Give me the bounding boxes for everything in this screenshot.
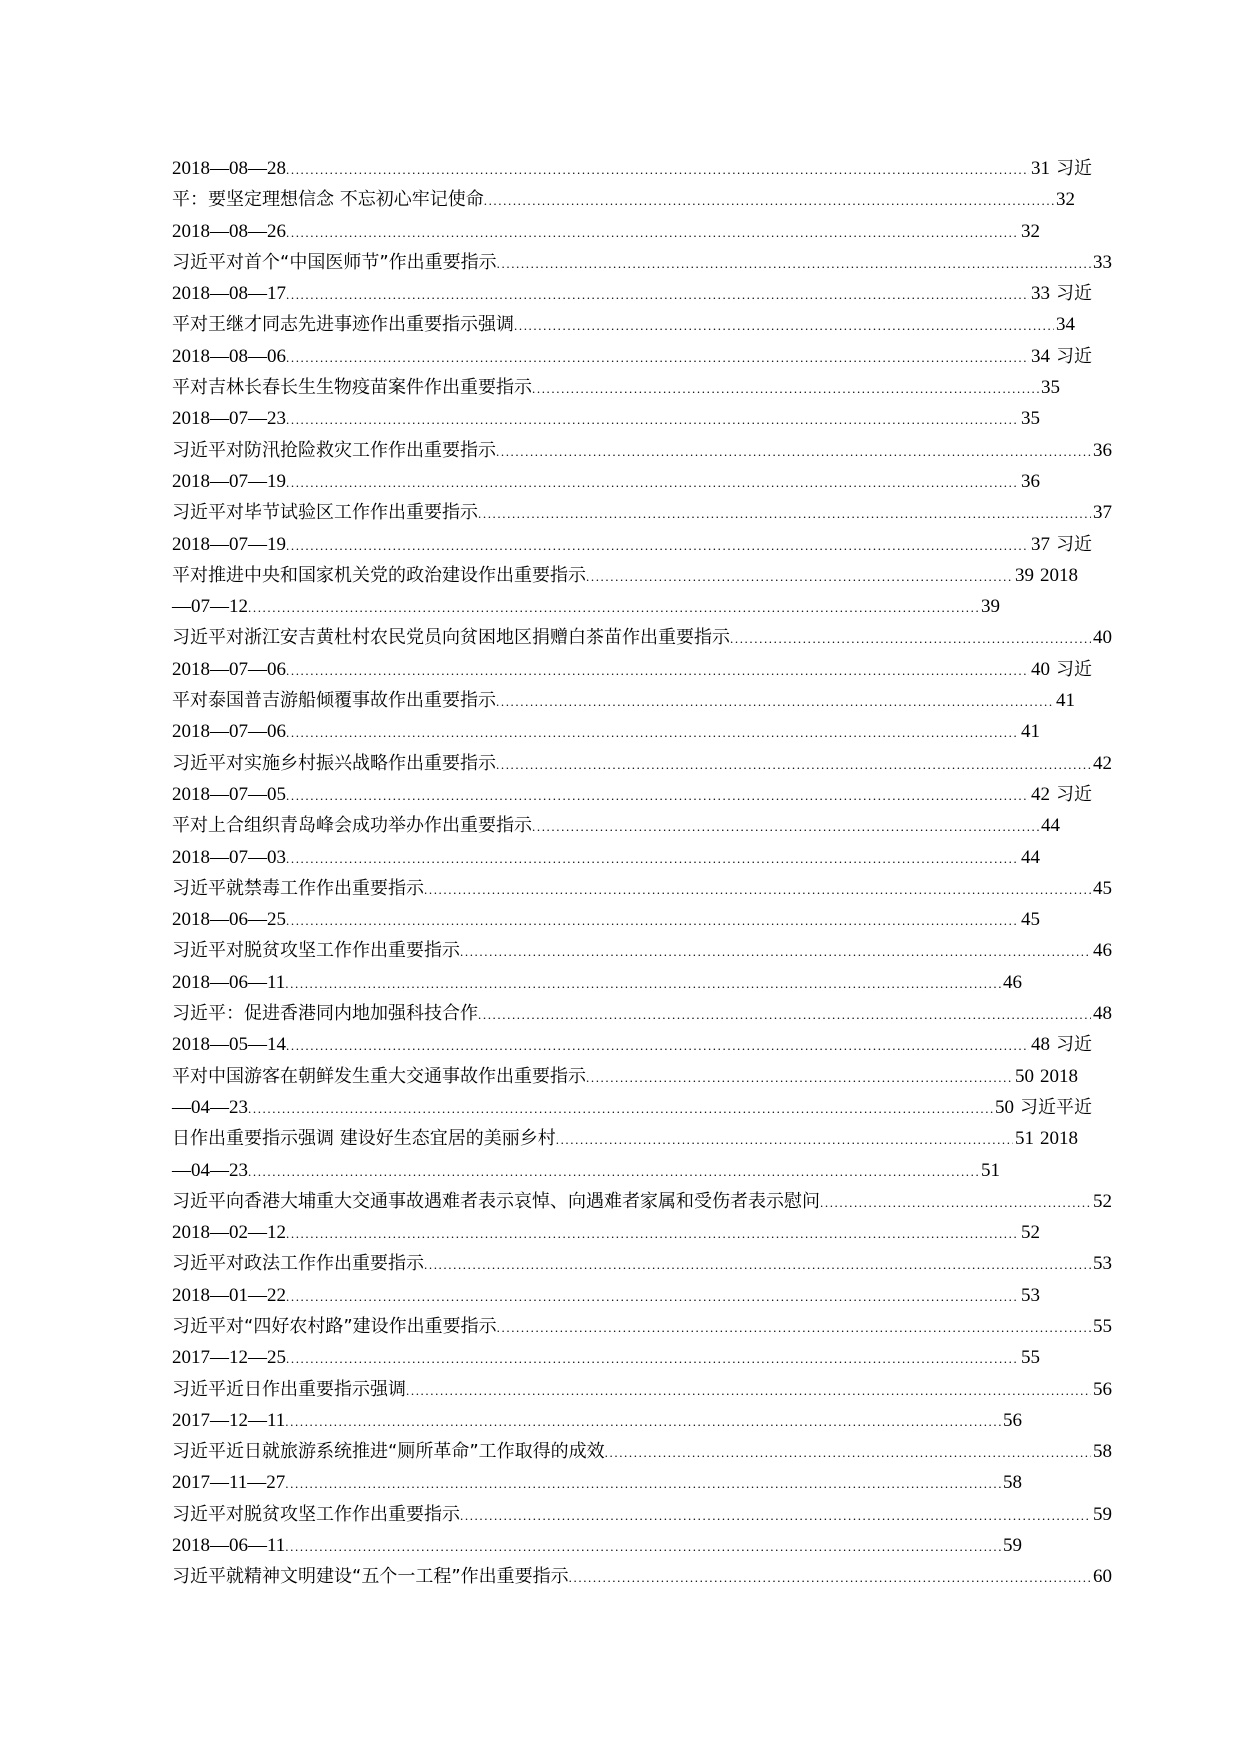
toc-entry[interactable] <box>172 309 1075 340</box>
page-number: 59 <box>1003 1535 1022 1557</box>
toc-entry-tail <box>1029 1029 1092 1060</box>
dot-leader <box>286 467 1019 498</box>
toc-entry-title: 2018—02—12 <box>172 1222 286 1244</box>
dot-leader <box>605 1437 1091 1468</box>
page-number: 52 <box>1021 1222 1040 1244</box>
toc-entry-title: 2018—08—26 <box>172 220 286 242</box>
toc-entry-tail <box>1019 1342 1040 1373</box>
page-number: 56 <box>1003 1409 1022 1431</box>
toc-entry-title: 习近平就禁毒工作作出重要指示 <box>172 877 424 899</box>
toc-entry[interactable] <box>172 779 1092 810</box>
dot-leader <box>285 1468 1001 1499</box>
dot-leader <box>586 1062 1013 1093</box>
page-number: 41 <box>1056 690 1075 712</box>
toc-entry-title: 2018—07—05 <box>172 783 286 805</box>
toc-entry-tail <box>1001 1530 1022 1561</box>
toc-entry[interactable] <box>172 1280 1040 1311</box>
dot-leader <box>460 936 1091 967</box>
toc-entry-tail <box>1019 842 1040 873</box>
toc-entry[interactable] <box>172 435 1112 466</box>
wrapped-text: 习近平近 <box>1020 1096 1092 1118</box>
toc-entry-tail <box>1091 1561 1112 1592</box>
toc-entry-tail <box>1039 372 1060 403</box>
page-number: 45 <box>1093 877 1112 899</box>
toc-entry-tail <box>1019 403 1040 434</box>
dot-leader <box>478 498 1091 529</box>
toc-entry-title: 2018—08—17 <box>172 283 286 305</box>
dot-leader <box>497 248 1091 279</box>
page-number: 35 <box>1021 408 1040 430</box>
toc-entry[interactable] <box>172 716 1040 747</box>
page-number: 32 <box>1056 189 1075 211</box>
page-number: 53 <box>1093 1253 1112 1275</box>
dot-leader <box>286 342 1029 373</box>
dot-leader <box>586 561 1013 592</box>
page-number: 44 <box>1021 846 1040 868</box>
toc-entry-title: 习近平对防汛抢险救灾工作作出重要指示 <box>172 439 496 461</box>
toc-entry-tail <box>1091 1311 1112 1342</box>
page-number: 56 <box>1093 1378 1112 1400</box>
dot-leader <box>497 1312 1091 1343</box>
page-number: 32 <box>1021 220 1040 242</box>
toc-entry-tail <box>1091 435 1112 466</box>
dot-leader <box>569 1562 1091 1593</box>
toc-entry[interactable] <box>172 1530 1022 1561</box>
toc-entry-tail <box>1091 247 1112 278</box>
page-number: 51 <box>1015 1128 1034 1150</box>
toc-entry[interactable] <box>172 842 1040 873</box>
page-number: 50 <box>995 1096 1014 1118</box>
page-number: 33 <box>1031 283 1050 305</box>
toc-entry-tail <box>1054 309 1075 340</box>
page-number: 40 <box>1031 658 1050 680</box>
dot-leader <box>460 1500 1091 1531</box>
toc-entry[interactable] <box>172 153 1092 184</box>
toc-entry-title: 习近平对实施乡村振兴战略作出重要指示 <box>172 752 496 774</box>
dot-leader <box>478 999 1091 1030</box>
page-number: 40 <box>1093 627 1112 649</box>
toc-entry-title: 2018—05—14 <box>172 1034 286 1056</box>
toc-entry[interactable] <box>172 1499 1112 1530</box>
toc-entry[interactable] <box>172 654 1092 685</box>
toc-entry-title: 习近平向香港大埔重大交通事故遇难者表示哀悼、向遇难者家属和受伤者表示慰问 <box>172 1190 820 1212</box>
toc-entry-tail <box>1091 998 1112 1029</box>
toc-entry-title: —07—12 <box>172 596 248 618</box>
toc-entry-title: 习近平对政法工作作出重要指示 <box>172 1253 424 1275</box>
toc-entry-tail <box>1029 529 1092 560</box>
page-number: 60 <box>1093 1566 1112 1588</box>
toc-entry[interactable] <box>172 1155 1000 1186</box>
page-number: 53 <box>1021 1284 1040 1306</box>
toc-entry-title: 2018—06—25 <box>172 909 286 931</box>
toc-entry-title: 日作出重要指示强调 建设好生态宜居的美丽乡村 <box>172 1128 556 1150</box>
toc-entry-tail <box>1054 184 1075 215</box>
toc-entry-title: 习近平近日就旅游系统推进“厕所革命”工作取得的成效 <box>172 1441 605 1463</box>
wrapped-text: 习近 <box>1056 783 1092 805</box>
dot-leader <box>496 686 1054 717</box>
dot-leader <box>424 1249 1091 1280</box>
page-number: 34 <box>1031 345 1050 367</box>
toc-entry-tail <box>1054 685 1075 716</box>
page-number: 48 <box>1093 1003 1112 1025</box>
toc-entry[interactable] <box>172 466 1040 497</box>
toc-entry[interactable] <box>172 216 1040 247</box>
toc-entry-title: 2018—07—19 <box>172 533 286 555</box>
page-number: 58 <box>1003 1472 1022 1494</box>
toc-entry[interactable] <box>172 591 1000 622</box>
page-number: 52 <box>1093 1190 1112 1212</box>
dot-leader <box>286 530 1029 561</box>
page-number: 42 <box>1031 783 1050 805</box>
page-number: 37 <box>1031 533 1050 555</box>
toc-entry-title: 习近平就精神文明建设“五个一工程”作出重要指示 <box>172 1566 569 1588</box>
toc-entry[interactable] <box>172 685 1075 716</box>
dot-leader <box>556 1124 1013 1155</box>
toc-entry-tail <box>1091 1248 1112 1279</box>
toc-entry[interactable] <box>172 1029 1092 1060</box>
dot-leader <box>286 717 1019 748</box>
toc-entry-tail <box>993 1092 1092 1123</box>
wrapped-text: 习近 <box>1056 283 1092 305</box>
dot-leader <box>406 1375 1091 1406</box>
toc-entry[interactable] <box>172 810 1060 841</box>
dot-leader <box>286 1343 1019 1374</box>
toc-entry-tail <box>1019 466 1040 497</box>
toc-entry-title: 习近平近日作出重要指示强调 <box>172 1378 406 1400</box>
toc-entry-title: 平对吉林长春长生生物疫苗案件作出重要指示 <box>172 377 532 399</box>
toc-entry-title: 平对上合组织青岛峰会成功举办作出重要指示 <box>172 815 532 837</box>
page-number: 42 <box>1093 752 1112 774</box>
wrapped-text: 2018 <box>1040 1065 1078 1087</box>
toc-entry-title: 2018—07—06 <box>172 721 286 743</box>
toc-entry[interactable] <box>172 278 1092 309</box>
toc-entry[interactable] <box>172 403 1040 434</box>
toc-entry-title: 平对泰国普吉游船倾覆事故作出重要指示 <box>172 690 496 712</box>
dot-leader <box>248 592 979 623</box>
toc-entry[interactable] <box>172 1092 1092 1123</box>
toc-entry-tail <box>1019 1280 1040 1311</box>
toc-entry-tail <box>1029 779 1092 810</box>
toc-entry-tail <box>1001 1467 1022 1498</box>
toc-entry-title: 2018—06—11 <box>172 971 286 993</box>
toc-entry[interactable] <box>172 560 1078 591</box>
toc-entry[interactable] <box>172 1436 1112 1467</box>
toc-entry[interactable] <box>172 1217 1040 1248</box>
toc-entry-tail <box>1019 716 1040 747</box>
toc-entry-tail <box>1091 1186 1112 1217</box>
toc-entry[interactable] <box>172 497 1112 528</box>
toc-entry[interactable] <box>172 935 1112 966</box>
toc-entry[interactable] <box>172 1374 1112 1405</box>
toc-entry-tail <box>1029 341 1092 372</box>
dot-leader <box>248 1093 993 1124</box>
toc-entry[interactable] <box>172 1248 1112 1279</box>
dot-leader <box>730 623 1091 654</box>
page-number: 46 <box>1093 940 1112 962</box>
toc-entry-title: 2018—07—06 <box>172 658 286 680</box>
dot-leader <box>285 968 1001 999</box>
dot-leader <box>496 749 1091 780</box>
toc-entry-title: 平对中国游客在朝鲜发生重大交通事故作出重要指示 <box>172 1065 586 1087</box>
toc-entry-title: 2017—12—11 <box>172 1409 286 1431</box>
dot-leader <box>286 217 1019 248</box>
page-number: 39 <box>1015 564 1034 586</box>
toc-entry-tail <box>1091 1374 1112 1405</box>
page-number: 39 <box>981 596 1000 618</box>
dot-leader <box>286 1218 1019 1249</box>
page-number: 55 <box>1021 1347 1040 1369</box>
table-of-contents <box>172 153 1112 1593</box>
dot-leader <box>286 404 1019 435</box>
wrapped-text: 2018 <box>1040 1128 1078 1150</box>
toc-entry[interactable] <box>172 967 1022 998</box>
toc-entry[interactable] <box>172 1186 1112 1217</box>
page-number: 41 <box>1021 721 1040 743</box>
toc-entry-title: —04—23 <box>172 1159 248 1181</box>
toc-entry[interactable] <box>172 873 1112 904</box>
toc-entry-tail <box>1001 967 1022 998</box>
toc-entry-tail <box>1029 153 1092 184</box>
toc-entry[interactable] <box>172 372 1060 403</box>
dot-leader <box>286 780 1029 811</box>
toc-entry-title: 2018—08—06 <box>172 345 286 367</box>
toc-entry-title: 平：要坚定理想信念 不忘初心牢记使命 <box>172 189 484 211</box>
toc-entry-title: 2018—07—19 <box>172 470 286 492</box>
toc-entry[interactable] <box>172 1561 1112 1592</box>
toc-entry-tail <box>1091 1499 1112 1530</box>
toc-entry-title: 习近平：促进香港同内地加强科技合作 <box>172 1003 478 1025</box>
wrapped-text: 习近 <box>1056 1034 1092 1056</box>
dot-leader <box>514 310 1054 341</box>
toc-entry-title: 2018—07—03 <box>172 846 286 868</box>
toc-entry-tail <box>1029 278 1092 309</box>
toc-entry-tail <box>1039 810 1060 841</box>
dot-leader <box>286 843 1019 874</box>
toc-entry-title: 2018—01—22 <box>172 1284 286 1306</box>
toc-entry[interactable] <box>172 1311 1112 1342</box>
page-number: 48 <box>1031 1034 1050 1056</box>
toc-entry-tail <box>979 591 1000 622</box>
toc-entry[interactable] <box>172 998 1112 1029</box>
dot-leader <box>532 811 1039 842</box>
dot-leader <box>286 1030 1029 1061</box>
toc-entry-tail <box>1019 904 1040 935</box>
dot-leader <box>285 1406 1001 1437</box>
dot-leader <box>286 905 1019 936</box>
wrapped-text: 2018 <box>1040 564 1078 586</box>
dot-leader <box>484 185 1054 216</box>
toc-entry-tail <box>1091 748 1112 779</box>
toc-entry-tail <box>1001 1405 1022 1436</box>
dot-leader <box>496 436 1091 467</box>
page-number: 34 <box>1056 314 1075 336</box>
dot-leader <box>286 154 1029 185</box>
toc-entry-title: 2018—08—28 <box>172 158 286 179</box>
toc-entry-title: 习近平对脱贫攻坚工作作出重要指示 <box>172 940 460 962</box>
toc-entry[interactable] <box>172 1405 1022 1436</box>
page-number: 46 <box>1003 971 1022 993</box>
toc-entry[interactable] <box>172 1061 1078 1092</box>
page-number: 31 <box>1031 158 1050 179</box>
toc-entry-title: 平对王继才同志先进事迹作出重要指示强调 <box>172 314 514 336</box>
toc-entry[interactable] <box>172 622 1112 653</box>
page-number: 35 <box>1041 377 1060 399</box>
toc-entry-title: —04—23 <box>172 1096 248 1118</box>
page-number: 36 <box>1021 470 1040 492</box>
toc-entry-tail <box>1013 560 1078 591</box>
toc-entry-tail <box>1091 497 1112 528</box>
dot-leader <box>248 1156 979 1187</box>
dot-leader <box>532 373 1039 404</box>
toc-entry-tail <box>1091 935 1112 966</box>
toc-entry-tail <box>979 1155 1000 1186</box>
toc-entry-title: 习近平对脱贫攻坚工作作出重要指示 <box>172 1503 460 1525</box>
page-number: 51 <box>981 1159 1000 1181</box>
page-number: 33 <box>1093 251 1112 273</box>
toc-entry-title: 习近平对浙江安吉黄杜村农民党员向贫困地区捐赠白茶苗作出重要指示 <box>172 627 730 649</box>
toc-entry-tail <box>1013 1123 1078 1154</box>
toc-entry[interactable] <box>172 904 1040 935</box>
toc-entry-tail <box>1091 622 1112 653</box>
dot-leader <box>285 1531 1001 1562</box>
toc-entry-title: 习近平对首个“中国医师节”作出重要指示 <box>172 251 497 273</box>
toc-entry-tail <box>1091 873 1112 904</box>
toc-entry[interactable] <box>172 247 1112 278</box>
wrapped-text: 习近 <box>1056 533 1092 555</box>
toc-entry-tail <box>1013 1061 1078 1092</box>
wrapped-text: 习近 <box>1056 158 1092 179</box>
page-number: 55 <box>1093 1315 1112 1337</box>
toc-entry-tail <box>1029 654 1092 685</box>
wrapped-text: 习近 <box>1056 658 1092 680</box>
toc-entry[interactable] <box>172 1342 1040 1373</box>
toc-entry-tail <box>1091 1436 1112 1467</box>
dot-leader <box>424 874 1091 905</box>
page-number: 58 <box>1093 1441 1112 1463</box>
toc-entry-title: 2018—07—23 <box>172 408 286 430</box>
page-number: 36 <box>1093 439 1112 461</box>
toc-entry-title: 2017—12—25 <box>172 1347 286 1369</box>
page-number: 37 <box>1093 502 1112 524</box>
toc-entry-tail <box>1019 1217 1040 1248</box>
toc-entry-title: 习近平对“四好农村路”建设作出重要指示 <box>172 1315 497 1337</box>
toc-entry[interactable] <box>172 529 1092 560</box>
toc-entry-title: 习近平对毕节试验区工作作出重要指示 <box>172 502 478 524</box>
dot-leader <box>820 1187 1091 1218</box>
toc-entry-title: 2017—11—27 <box>172 1472 286 1494</box>
toc-entry[interactable] <box>172 341 1092 372</box>
wrapped-text: 习近 <box>1056 345 1092 367</box>
toc-entry-title: 2018—06—11 <box>172 1535 286 1557</box>
dot-leader <box>286 1281 1019 1312</box>
toc-entry[interactable] <box>172 184 1075 215</box>
page-number: 44 <box>1041 815 1060 837</box>
toc-entry[interactable] <box>172 1123 1078 1154</box>
page-number: 59 <box>1093 1503 1112 1525</box>
toc-entry-tail <box>1019 216 1040 247</box>
dot-leader <box>286 655 1029 686</box>
toc-entry[interactable] <box>172 1467 1022 1498</box>
dot-leader <box>286 279 1029 310</box>
page-number: 45 <box>1021 909 1040 931</box>
page-number: 50 <box>1015 1065 1034 1087</box>
toc-entry-title: 平对推进中央和国家机关党的政治建设作出重要指示 <box>172 564 586 586</box>
toc-entry[interactable] <box>172 748 1112 779</box>
